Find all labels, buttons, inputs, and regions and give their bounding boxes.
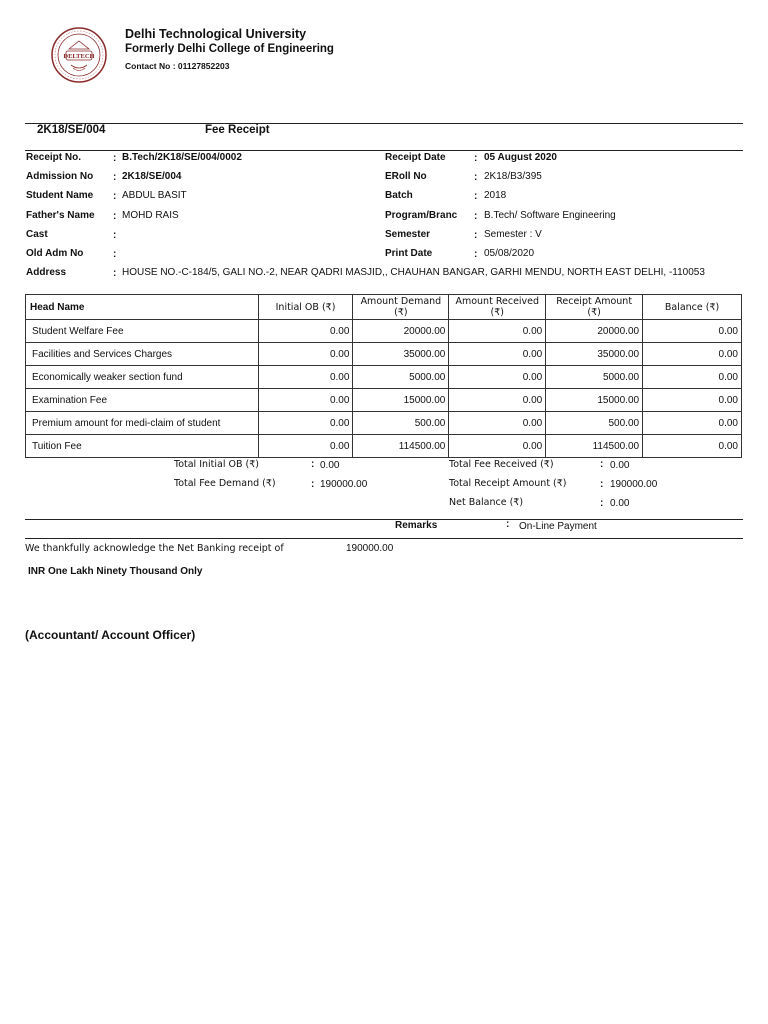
- total-initial-ob-label: Total Initial OB (₹): [174, 459, 259, 470]
- amount-demand-cell: 5000.00: [353, 366, 449, 389]
- university-logo: [51, 27, 107, 83]
- amount-received-cell: 0.00: [449, 389, 546, 412]
- initial-ob-cell: 0.00: [258, 389, 353, 412]
- amount-demand-cell: 500.00: [353, 412, 449, 435]
- info-colon: :: [474, 191, 478, 202]
- column-header-balance: Balance (₹): [643, 295, 742, 320]
- address-value: HOUSE NO.-C-184/5, GALI NO.-2, NEAR QADRI MASJID,, CHAUHAN BANGAR, GARHI MENDU, NORTH EAST DELHI, -110053: [122, 267, 705, 278]
- student-name-value: ABDUL BASIT: [122, 190, 187, 201]
- balance-cell: 0.00: [643, 320, 742, 343]
- receipt-amount-cell: 20000.00: [546, 320, 643, 343]
- program-branch-value: B.Tech/ Software Engineering: [484, 210, 616, 221]
- totals-colon: :: [600, 459, 604, 470]
- info-label: Batch: [385, 190, 413, 201]
- receipt-title: Fee Receipt: [205, 124, 270, 136]
- totals-colon: :: [311, 479, 315, 490]
- remarks-colon: :: [506, 519, 510, 530]
- amount-received-cell: 0.00: [449, 435, 546, 458]
- table-row: [26, 366, 742, 389]
- amount-demand-cell: 35000.00: [353, 343, 449, 366]
- initial-ob-cell: 0.00: [258, 435, 353, 458]
- info-colon: :: [113, 249, 117, 260]
- info-label: Semester: [385, 229, 431, 240]
- total-fee-demand-label: Total Fee Demand (₹): [174, 478, 276, 489]
- receipt-amount-cell: 5000.00: [546, 366, 643, 389]
- university-name: Delhi Technological University: [125, 27, 307, 41]
- amount-in-words: INR One Lakh Ninety Thousand Only: [28, 566, 203, 577]
- balance-cell: 0.00: [643, 343, 742, 366]
- totals-colon: :: [311, 459, 315, 470]
- info-label: Admission No: [26, 171, 94, 182]
- info-colon: :: [113, 268, 117, 279]
- total-fee-received-label: Total Fee Received (₹): [449, 459, 554, 470]
- table-header-row: [26, 295, 742, 320]
- info-label: Cast: [26, 229, 48, 240]
- balance-cell: 0.00: [643, 435, 742, 458]
- table-row: [26, 343, 742, 366]
- signatory-title: (Accountant/ Account Officer): [25, 628, 196, 642]
- batch-value: 2018: [484, 190, 507, 201]
- column-header-amount-received: Amount Received (₹): [449, 295, 546, 320]
- divider: [25, 123, 743, 124]
- info-label: Receipt No.: [26, 152, 82, 163]
- fee-head-name: Facilities and Services Charges: [26, 343, 259, 366]
- fee-head-name: Student Welfare Fee: [26, 320, 259, 343]
- info-label: Student Name: [26, 190, 94, 201]
- totals-colon: :: [600, 498, 604, 509]
- total-fee-demand-value: 190000.00: [320, 479, 368, 490]
- acknowledgement-text: We thankfully acknowledge the Net Banking receipt of: [25, 543, 284, 554]
- totals-colon: :: [600, 479, 604, 490]
- fee-head-name: Tuition Fee: [26, 435, 259, 458]
- table-row: [26, 435, 742, 458]
- amount-received-cell: 0.00: [449, 320, 546, 343]
- info-colon: :: [474, 153, 478, 164]
- svg-text:DELTECH: DELTECH: [63, 53, 95, 60]
- amount-demand-cell: 20000.00: [353, 320, 449, 343]
- fee-head-name: Premium amount for medi-claim of student: [26, 412, 259, 435]
- father-name-value: MOHD RAIS: [122, 210, 179, 221]
- info-label: ERoll No: [385, 171, 427, 182]
- amount-received-cell: 0.00: [449, 412, 546, 435]
- receipt-admission-code: 2K18/SE/004: [37, 124, 106, 136]
- table-row: [26, 412, 742, 435]
- initial-ob-cell: 0.00: [258, 412, 353, 435]
- info-label: Print Date: [385, 248, 433, 259]
- amount-received-cell: 0.00: [449, 343, 546, 366]
- info-colon: :: [113, 172, 117, 183]
- total-receipt-amount-label: Total Receipt Amount (₹): [449, 478, 567, 489]
- balance-cell: 0.00: [643, 412, 742, 435]
- info-colon: :: [113, 191, 117, 202]
- acknowledgement-amount: 190000.00: [346, 543, 394, 554]
- table-row: [26, 320, 742, 343]
- amount-demand-cell: 114500.00: [353, 435, 449, 458]
- fee-head-name: Examination Fee: [26, 389, 259, 412]
- remarks-label: Remarks: [395, 520, 438, 531]
- info-label: Receipt Date: [385, 152, 446, 163]
- fee-head-name: Economically weaker section fund: [26, 366, 259, 389]
- balance-cell: 0.00: [643, 389, 742, 412]
- contact-number: Contact No : 01127852203: [125, 61, 230, 71]
- balance-cell: 0.00: [643, 366, 742, 389]
- receipt-amount-cell: 15000.00: [546, 389, 643, 412]
- column-header-head-name: Head Name: [26, 295, 259, 320]
- net-balance-label: Net Balance (₹): [449, 497, 524, 508]
- print-date-value: 05/08/2020: [484, 248, 535, 259]
- initial-ob-cell: 0.00: [258, 320, 353, 343]
- divider: [25, 519, 743, 520]
- info-label: Address: [26, 267, 67, 278]
- eroll-no-value: 2K18/B3/395: [484, 171, 542, 182]
- net-balance-value: 0.00: [610, 498, 630, 509]
- university-former-name: Formerly Delhi College of Engineering: [125, 43, 334, 55]
- info-label: Father's Name: [26, 210, 95, 221]
- remarks-value: On-Line Payment: [519, 521, 597, 532]
- info-colon: :: [474, 249, 478, 260]
- info-colon: :: [474, 172, 478, 183]
- fees-table: [25, 294, 742, 458]
- semester-value: Semester : V: [484, 229, 542, 240]
- receipt-amount-cell: 35000.00: [546, 343, 643, 366]
- info-label: Program/Branc: [385, 210, 458, 221]
- info-colon: :: [474, 211, 478, 222]
- table-row: [26, 389, 742, 412]
- amount-demand-cell: 15000.00: [353, 389, 449, 412]
- total-initial-ob-value: 0.00: [320, 460, 340, 471]
- receipt-no-value: B.Tech/2K18/SE/004/0002: [122, 152, 242, 163]
- divider: [25, 538, 743, 539]
- info-colon: :: [113, 153, 117, 164]
- total-fee-received-value: 0.00: [610, 460, 630, 471]
- column-header-receipt-amount: Receipt Amount (₹): [546, 295, 643, 320]
- initial-ob-cell: 0.00: [258, 343, 353, 366]
- info-label: Old Adm No: [26, 248, 84, 259]
- divider: [25, 150, 743, 151]
- info-colon: :: [113, 211, 117, 222]
- receipt-date-value: 05 August 2020: [484, 152, 557, 163]
- total-receipt-amount-value: 190000.00: [610, 479, 658, 490]
- admission-no-value: 2K18/SE/004: [122, 171, 182, 182]
- info-colon: :: [474, 230, 478, 241]
- receipt-amount-cell: 500.00: [546, 412, 643, 435]
- column-header-amount-demand: Amount Demand (₹): [353, 295, 449, 320]
- initial-ob-cell: 0.00: [258, 366, 353, 389]
- receipt-amount-cell: 114500.00: [546, 435, 643, 458]
- amount-received-cell: 0.00: [449, 366, 546, 389]
- info-colon: :: [113, 230, 117, 241]
- column-header-initial-ob: Initial OB (₹): [258, 295, 353, 320]
